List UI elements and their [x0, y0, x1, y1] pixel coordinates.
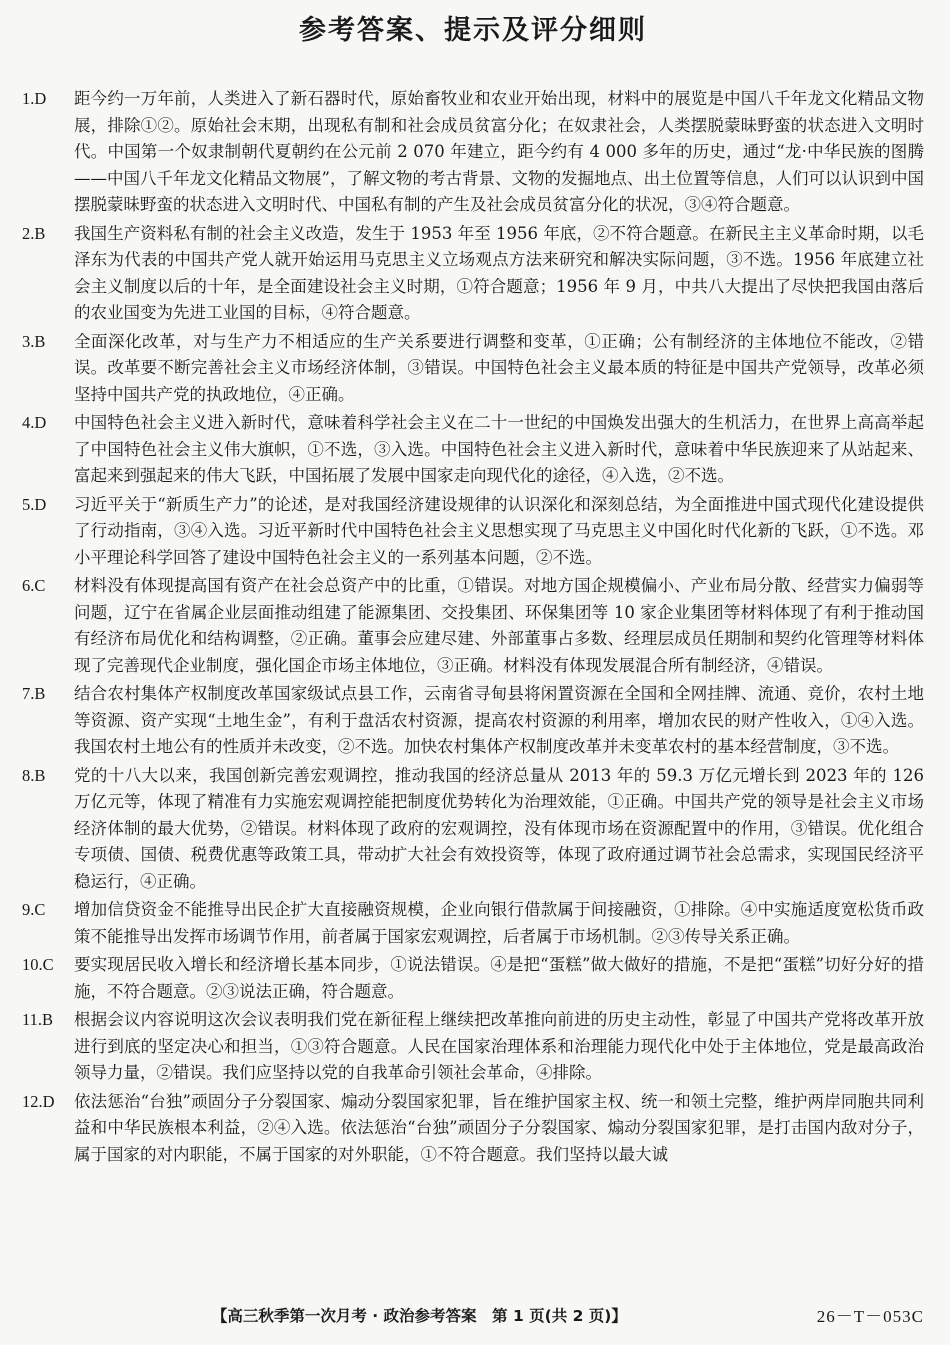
answer-text: 结合农村集体产权制度改革国家级试点县工作，云南省寻甸县将闲置资源在全国和全网挂牌、流通、竞价，农村土地等资源、资产实现“土地生金”，有利于盘活农村资源，提高农村资源的利用率，增加农民的财产性收入，①④入选。我国农村土地公有的性质并未改变，②不选。加快农村集体产权制度改革并未变革农村的基本经营制度，③不选。 [74, 684, 924, 756]
answer-number: 10.C [22, 955, 54, 974]
answer-text: 根据会议内容说明这次会议表明我们党在新征程上继续把改革推向前进的历史主动性，彰显了中国共产党将改革开放进行到底的坚定决心和担当，①③符合题意。人民在国家治理体系和治理能力现代化中处于主体地位，党是最高政治领导力量，②错误。我们应坚持以党的自我革命引领社会革命，④排除。 [74, 1010, 924, 1082]
answer-item [22, 952, 924, 1005]
answer-item [22, 763, 924, 896]
answer-number: 2.B [22, 223, 46, 243]
footer-code: 26－T－053C [816, 1307, 924, 1326]
answer-number: 7.B [22, 684, 46, 703]
answer-item [22, 492, 924, 572]
footer-title: 【高三秋季第一次月考 · 政治参考答案 第 1 页(共 2 页)】 [211, 1306, 627, 1325]
answer-text: 全面深化改革，对与生产力不相适应的生产关系要进行调整和变革，①正确；公有制经济的主体地位不能改，②错误。改革要不断完善社会主义市场经济体制，③错误。中国特色社会主义最本质的特征是中国共产党领导，改革必须坚持中国共产党的执政地位，④正确。 [74, 331, 924, 404]
answer-text: 我国生产资料私有制的社会主义改造，发生于 1953 年至 1956 年底，②不符合题意。在新民主主义革命时期，以毛泽东为代表的中国共产党人就开始运用马克思主义立场观点方法来研究和解决实际问题，③不选。1956 年底建立社会主义制度以后的十年，是全面建设社会主义时期，①符合题意；1956 年 9 月，中共八大提出了尽快把我国由落后的农业国变为先进工业国的目标，④符合题意。 [74, 223, 924, 322]
answer-item [22, 573, 924, 679]
answer-number: 11.B [22, 1010, 54, 1029]
answer-item [22, 897, 924, 950]
answer-text: 党的十八大以来，我国创新完善宏观调控，推动我国的经济总量从 2013 年的 59.3 万亿元增长到 2023 年的 126 万亿元等，体现了精准有力实施宏观调控能把制度优势转化为治理效能，①正确。中国共产党的领导是社会主义市场经济体制的最大优势，②错误。材料体现了政府的宏观调控，没有体现市场在资源配置中的作用，③错误。优化组合专项债、国债、税费优惠等政策工具，带动扩大社会有效投资等，体现了政府通过调节社会总需求，实现国民经济平稳运行，④正确。 [74, 765, 924, 891]
answer-list [22, 86, 924, 1168]
answer-text: 距今约一万年前，人类进入了新石器时代，原始畜牧业和农业开始出现，材料中的展览是中国八千年龙文化精品文物展，排除①②。原始社会末期，出现私有制和社会成员贫富分化；在奴隶社会，人类摆脱蒙昧野蛮的状态进入文明时代。中国第一个奴隶制朝代夏朝约在公元前 2 070 年建立，距今约有 4 000 多年的历史，通过“龙·中华民族的图腾——中国八千年龙文化精品文物展”，了解文物的考古背景、文物的发掘地点、出土位置等信息，人们可以认识到中国摆脱蒙昧野蛮的状态进入文明时代、中国私有制的产生及社会成员贫富分化的状况，③④符合题意。 [74, 89, 924, 214]
answer-item [22, 1089, 924, 1169]
answer-item [22, 681, 924, 761]
answer-number: 8.B [22, 765, 46, 785]
page-footer [22, 1302, 924, 1327]
answer-item [22, 410, 924, 490]
answer-text: 依法惩治“台独”顽固分子分裂国家、煽动分裂国家犯罪，旨在维护国家主权、统一和领土完整，维护两岸同胞共同利益和中华民族根本利益，②④入选。依法惩治“台独”顽固分子分裂国家、煽动分裂国家犯罪，是打击国内敌对分子，属于国家的对内职能，不属于国家的对外职能，①不符合题意。我们坚持以最大诚 [74, 1091, 924, 1164]
answer-item [22, 1007, 924, 1087]
answer-text: 增加信贷资金不能推导出民企扩大直接融资规模，企业向银行借款属于间接融资，①排除。④中实施适度宽松货币政策不能推导出发挥市场调节作用，前者属于国家宏观调控，后者属于市场机制。②③传导关系正确。 [74, 900, 924, 946]
answer-item [22, 86, 924, 219]
answer-number: 6.C [22, 576, 46, 595]
answer-number: 1.D [22, 89, 47, 108]
answer-number: 12.D [22, 1091, 55, 1111]
answer-item [22, 329, 924, 409]
answer-number: 5.D [22, 494, 47, 514]
answer-number: 9.C [22, 900, 46, 919]
answer-text: 中国特色社会主义进入新时代，意味着科学社会主义在二十一世纪的中国焕发出强大的生机活力，在世界上高高举起了中国特色社会主义伟大旗帜，①不选，③入选。中国特色社会主义进入新时代，意味着中华民族迎来了从站起来、富起来到强起来的伟大飞跃，中国拓展了发展中国家走向现代化的途径，④入选，②不选。 [74, 413, 924, 485]
answer-item [22, 221, 924, 327]
answer-text: 习近平关于“新质生产力”的论述，是对我国经济建设规律的认识深化和深刻总结，为全面推进中国式现代化建设提供了行动指南，③④入选。习近平新时代中国特色社会主义思想实现了马克思主义中国化时代化新的飞跃，①不选。邓小平理论科学回答了建设中国特色社会主义的一系列基本问题，②不选。 [74, 494, 924, 567]
answer-number: 4.D [22, 413, 47, 432]
answer-text: 要实现居民收入增长和经济增长基本同步，①说法错误。④是把“蛋糕”做大做好的措施，不是把“蛋糕”切好分好的措施，不符合题意。②③说法正确，符合题意。 [74, 955, 924, 1001]
page-title: 参考答案、提示及评分细则 [299, 15, 647, 46]
answer-text: 材料没有体现提高国有资产在社会总资产中的比重，①错误。对地方国企规模偏小、产业布局分散、经营实力偏弱等问题，辽宁在省属企业层面推动组建了能源集团、交投集团、环保集团等 10 家企业集团等材料体现了有利于推动国有经济布局优化和结构调整，②正确。董事会应建尽建、外部董事占多数、经理层成员任期制和契约化管理等材料体现了完善现代企业制度，强化国企市场主体地位，③正确。材料没有体现发展混合所有制经济，④错误。 [74, 576, 924, 675]
answer-number: 3.B [22, 331, 46, 351]
